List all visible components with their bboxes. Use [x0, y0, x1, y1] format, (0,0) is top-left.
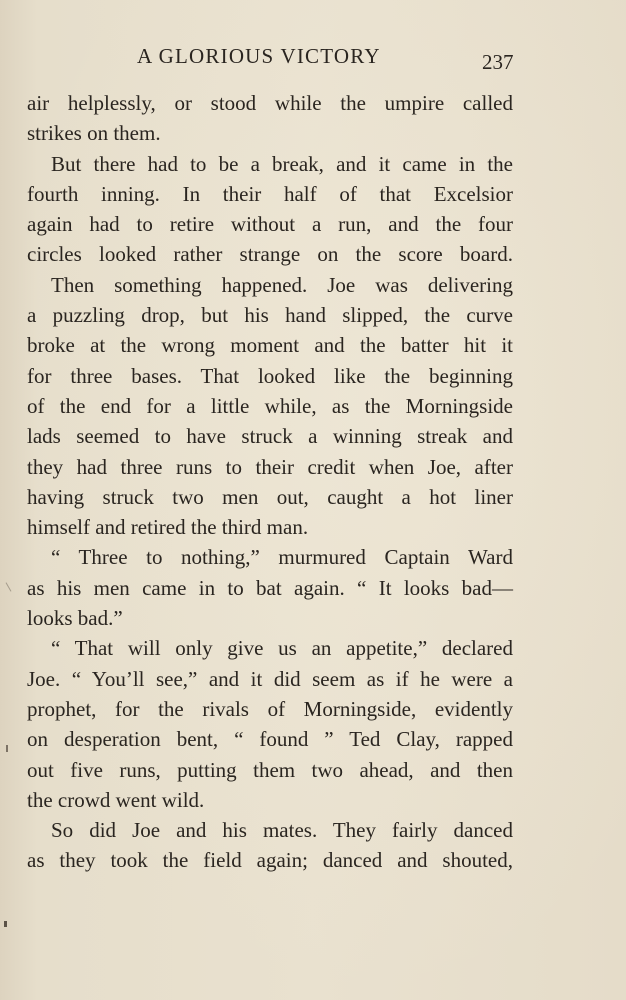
page-header — [0, 44, 626, 76]
paragraph — [27, 270, 513, 543]
text-line: “ Three to nothing,” murmured Captain Ward — [51, 545, 513, 570]
text-line: the crowd went wild. — [27, 787, 205, 812]
text-line: strikes on them. — [27, 121, 161, 146]
paragraph — [27, 149, 513, 270]
text-line: But there had to be a break, and it came in the — [51, 151, 513, 176]
paragraph — [27, 88, 513, 149]
body-text — [27, 88, 513, 876]
text-line: they had three runs to their credit when Joe, after — [27, 454, 513, 479]
text-line: on desperation bent, “ found ” Ted Clay, rapped — [27, 727, 513, 752]
text-line: looks bad.” — [27, 606, 123, 631]
text-line: for three bases. That looked like the beginning — [27, 363, 513, 388]
text-line: out five runs, putting them two ahead, and then — [27, 757, 513, 782]
paragraph — [27, 815, 513, 876]
paragraph — [27, 633, 513, 815]
text-line: prophet, for the rivals of Morningside, evidently — [27, 696, 513, 721]
text-line: broke at the wrong moment and the batter hit it — [27, 333, 513, 358]
text-line: as they took the field again; danced and shouted, — [27, 848, 513, 873]
scan-speck — [6, 582, 12, 591]
text-line: circles looked rather strange on the score board. — [27, 242, 513, 267]
scan-speck — [4, 921, 7, 927]
running-title: A GLORIOUS VICTORY — [137, 44, 381, 68]
text-line: of the end for a little while, as the Morningside — [27, 393, 513, 418]
text-line: fourth inning. In their half of that Excelsior — [27, 181, 513, 206]
text-line: So did Joe and his mates. They fairly danced — [51, 818, 513, 843]
text-line: again had to retire without a run, and the four — [27, 212, 513, 237]
text-line: having struck two men out, caught a hot liner — [27, 484, 513, 509]
text-line: himself and retired the third man. — [27, 515, 309, 540]
scan-speck — [6, 745, 8, 752]
text-line: a puzzling drop, but his hand slipped, the curve — [27, 303, 513, 328]
text-line: lads seemed to have struck a winning streak and — [27, 424, 513, 449]
text-line: Joe. “ You’ll see,” and it did seem as if he were a — [27, 666, 513, 691]
text-line: as his men came in to bat again. “ It looks bad— — [27, 575, 513, 600]
text-line: “ That will only give us an appetite,” declared — [51, 636, 513, 661]
text-line: Then something happened. Joe was delivering — [51, 272, 513, 297]
paragraph — [27, 542, 513, 633]
text-line: air helplessly, or stood while the umpire called — [27, 91, 513, 115]
page-number: 237 — [482, 50, 514, 74]
